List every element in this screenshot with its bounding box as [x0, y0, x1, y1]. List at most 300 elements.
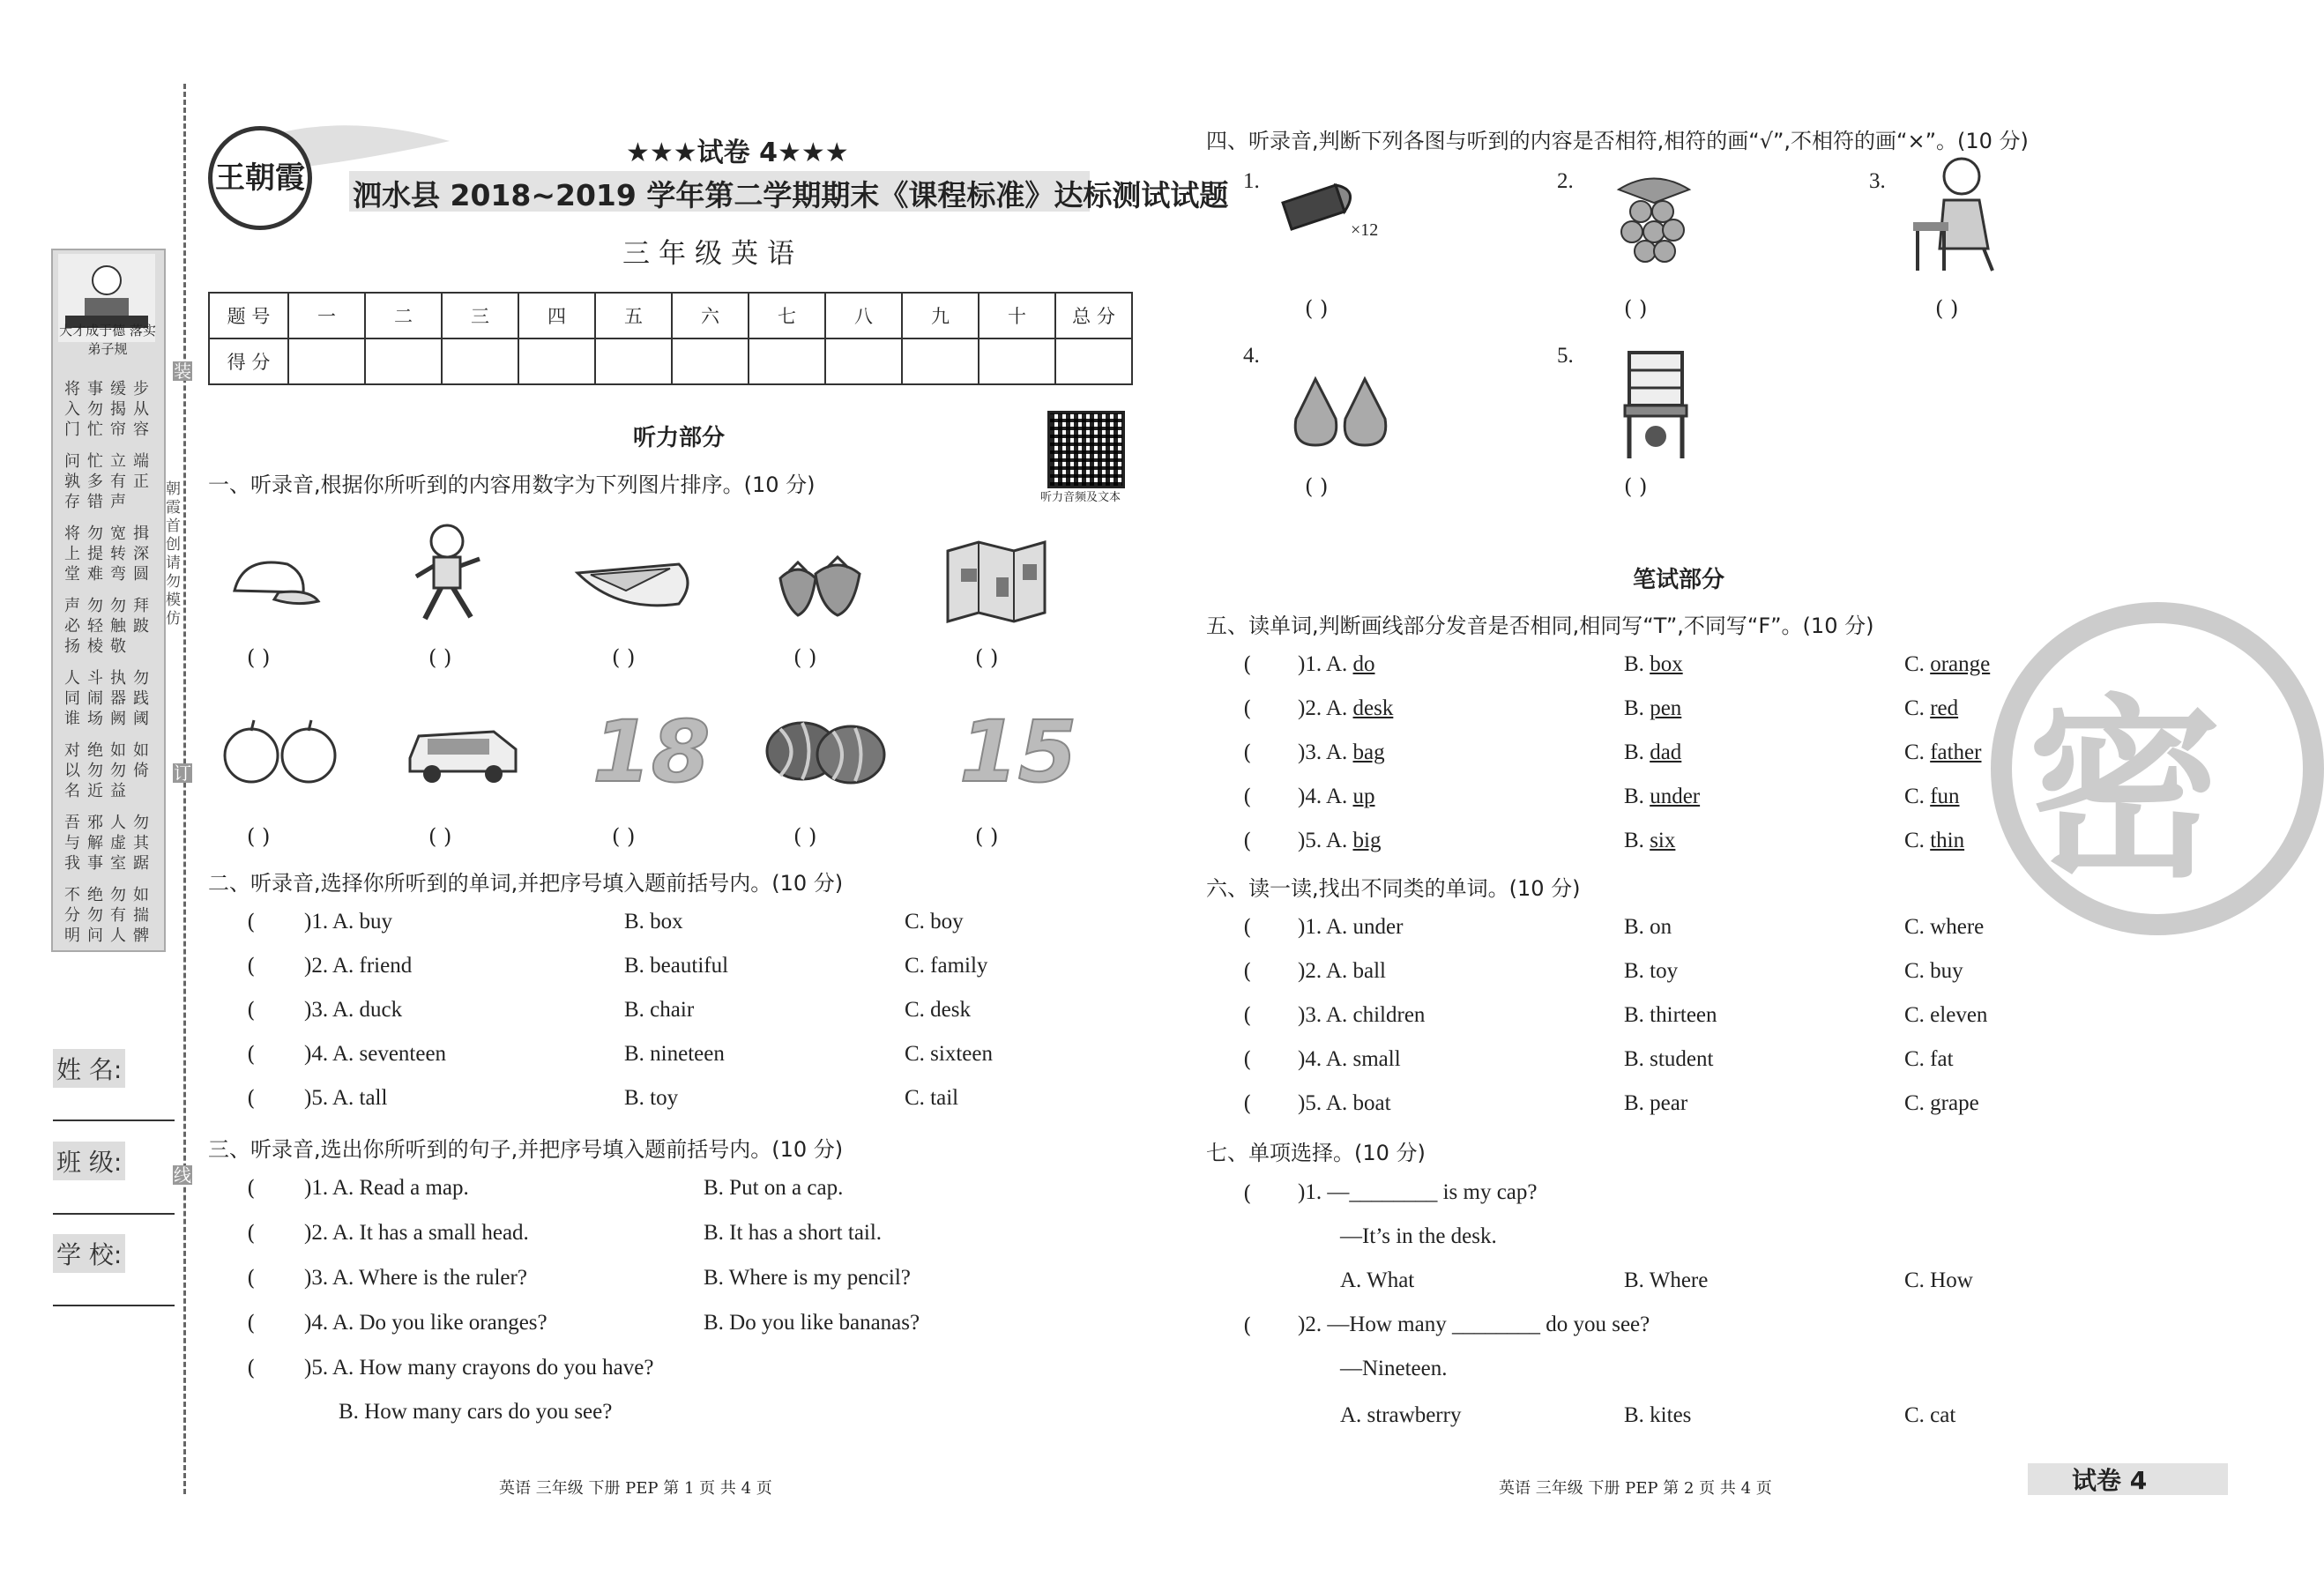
score-table-score-row: [209, 338, 1132, 384]
s6-answer-bracket[interactable]: (: [1243, 1091, 1252, 1116]
motto-char: 如: [133, 886, 149, 904]
exam-title: 泗水县 2018~2019 学年第二学期期末《课程标准》达标测试试题: [353, 178, 1229, 212]
s7-q2-answer: —Nineteen.: [1340, 1357, 1448, 1380]
name-label: 姓 名:: [53, 1049, 125, 1088]
s5-option-a-prefix: )4. A.: [1298, 785, 1353, 808]
s5-option-a: [1298, 829, 1381, 853]
name-field[interactable]: [53, 1120, 175, 1121]
s1-answer-bracket[interactable]: ( ): [247, 824, 271, 849]
s3-answer-bracket[interactable]: (: [247, 1176, 256, 1201]
score-header-cell: 二: [365, 293, 442, 338]
s6-option-c: C. grape: [1904, 1091, 1979, 1115]
s7-q2-option-b: B. kites: [1624, 1403, 1692, 1427]
school-field[interactable]: [53, 1305, 175, 1306]
s5-option-c-prefix: C.: [1904, 696, 1931, 720]
motto-char: 勿: [133, 669, 149, 688]
motto-char: 勿: [110, 597, 126, 615]
s5-option-c: [1904, 696, 1958, 721]
strawberries-icon: [776, 552, 864, 622]
s2-answer-bracket[interactable]: (: [247, 1042, 256, 1067]
motto-char: 踞: [133, 854, 149, 873]
score-cell[interactable]: [595, 338, 672, 384]
motto-char: 声: [110, 493, 126, 511]
s3-answer-bracket[interactable]: (: [247, 1266, 256, 1291]
s1-answer-bracket[interactable]: ( ): [612, 824, 636, 849]
s5-answer-bracket[interactable]: (: [1243, 696, 1252, 721]
s5-option-b-prefix: B.: [1624, 740, 1650, 764]
s2-answer-bracket[interactable]: (: [247, 1086, 256, 1111]
s1-answer-bracket[interactable]: ( ): [975, 824, 999, 849]
s5-option-a-word: up: [1352, 785, 1375, 808]
s5-option-b-word: box: [1650, 652, 1683, 676]
s1-answer-bracket[interactable]: ( ): [612, 645, 636, 670]
section-3-title: 三、听录音,选出你所听到的句子,并把序号填入题前括号内。(10 分): [208, 1137, 844, 1162]
motto-char: 有: [110, 472, 126, 491]
s7-q1-option-a: A. What: [1340, 1268, 1415, 1292]
svg-text:15: 15: [959, 703, 1077, 801]
motto-char: 践: [133, 689, 149, 708]
motto-char: 孰: [64, 472, 80, 491]
s5-option-b: [1624, 696, 1681, 721]
motto-char: 不: [64, 886, 80, 904]
secret-seal-char: 密: [2028, 678, 2223, 904]
cut-mark-zhuang: 装: [174, 361, 191, 382]
score-row-label: 得 分: [209, 338, 288, 384]
cut-mark-ding: 订: [174, 762, 191, 784]
motto-char: 弯: [110, 565, 126, 584]
motto-char: 与: [64, 834, 80, 852]
watermelons-icon: [763, 716, 886, 786]
section-7-title: 七、单项选择。(10 分): [1206, 1141, 1426, 1165]
s1-answer-bracket[interactable]: ( ): [428, 824, 452, 849]
motto-char: 立: [110, 452, 126, 471]
s6-answer-bracket[interactable]: (: [1243, 959, 1252, 984]
motto-char: 揭: [110, 400, 126, 419]
s3-answer-bracket[interactable]: (: [247, 1311, 256, 1335]
motto-char: 吾: [64, 814, 80, 832]
motto-char: 解: [87, 834, 103, 852]
motto-char: 器: [110, 689, 126, 708]
score-cell[interactable]: [979, 338, 1055, 384]
motto-char: 揣: [133, 906, 149, 925]
motto-char: 阈: [133, 710, 149, 728]
motto-char: 跛: [133, 617, 149, 636]
s5-option-a-prefix: )3. A.: [1298, 740, 1353, 764]
s5-option-b-word: six: [1650, 829, 1676, 852]
motto-char: 圆: [133, 565, 149, 584]
s5-answer-bracket[interactable]: (: [1243, 785, 1252, 809]
s7-q1-option-b: B. Where: [1624, 1268, 1709, 1292]
motto-char: 近: [87, 782, 103, 800]
motto-char: 轻: [87, 617, 103, 636]
car-icon: [406, 723, 520, 785]
motto-char: 拜: [133, 597, 149, 615]
motto-char: 髀: [133, 926, 149, 945]
motto-char: 多: [87, 472, 103, 491]
motto-char: 明: [64, 926, 80, 945]
motto-char: 绝: [87, 741, 103, 760]
motto-char: 忙: [87, 420, 103, 439]
s4-answer-bracket[interactable]: ( ): [1305, 296, 1329, 321]
motto-char: 揖: [133, 524, 149, 543]
s6-option-b: B. toy: [1624, 959, 1679, 983]
s5-option-a-word: big: [1352, 829, 1382, 852]
s5-option-a: [1298, 652, 1375, 677]
score-cell[interactable]: [902, 338, 979, 384]
s5-answer-bracket[interactable]: (: [1243, 740, 1252, 765]
s2-option-b: B. box: [624, 910, 683, 934]
s3-option-a: )3. A. Where is the ruler?: [304, 1266, 527, 1290]
motto-char: 将: [64, 380, 80, 398]
s2-answer-bracket[interactable]: (: [247, 910, 256, 934]
motto-char: 益: [110, 782, 126, 800]
score-header-cell: 三: [442, 293, 518, 338]
s5-answer-bracket[interactable]: (: [1243, 652, 1252, 677]
s2-option-c: C. desk: [905, 998, 971, 1022]
s3-option-b: B. Put on a cap.: [704, 1176, 844, 1200]
score-cell[interactable]: [365, 338, 442, 384]
s5-option-c-prefix: C.: [1904, 785, 1931, 808]
s1-answer-bracket[interactable]: ( ): [975, 645, 999, 670]
motto-char: 谁: [64, 710, 80, 728]
side-note: 朝霞首创 请勿模仿: [166, 480, 181, 628]
motto-char: 从: [133, 400, 149, 419]
motto-char: 同: [64, 689, 80, 708]
s2-option-a: )3. A. duck: [304, 998, 403, 1022]
motto-char: 事: [87, 854, 103, 873]
motto-char: 深: [133, 545, 149, 563]
motto-char: 忙: [87, 452, 103, 471]
motto-char: 转: [110, 545, 126, 563]
s5-option-b: [1624, 652, 1683, 677]
section-6-title: 六、读一读,找出不同类的单词。(10 分): [1206, 876, 1581, 901]
s5-option-a-prefix: )1. A.: [1298, 652, 1353, 676]
s5-option-c: [1904, 829, 1964, 853]
score-header-cell: 九: [902, 293, 979, 338]
s3-option-b: B. Where is my pencil?: [704, 1266, 911, 1290]
motto-char: 人: [64, 669, 80, 688]
score-cell[interactable]: [825, 338, 902, 384]
apples-icon: [220, 718, 344, 785]
motto-char: 步: [133, 380, 149, 398]
s5-option-b-prefix: B.: [1624, 696, 1650, 720]
motto-char: 缓: [110, 380, 126, 398]
score-cell[interactable]: [1055, 338, 1132, 384]
s4-answer-bracket[interactable]: ( ): [1624, 474, 1648, 499]
motto-char: 帘: [110, 420, 126, 439]
s5-option-c: [1904, 740, 1981, 765]
s5-option-c-prefix: C.: [1904, 652, 1931, 676]
s2-option-b: B. beautiful: [624, 954, 729, 978]
score-cell[interactable]: [672, 338, 749, 384]
score-cell[interactable]: [749, 338, 825, 384]
motto-char: 勿: [87, 524, 103, 543]
score-header-cell: 四: [518, 293, 595, 338]
motto-char: 堂: [64, 565, 80, 584]
s7-q1-answer: —It’s in the desk.: [1340, 1224, 1497, 1248]
motto-char: 将: [64, 524, 80, 543]
s5-option-a: [1298, 785, 1375, 809]
s5-option-c-word: father: [1930, 740, 1982, 764]
motto-char: 倚: [133, 762, 149, 780]
s4-quantity: ×12: [1351, 220, 1379, 240]
motto-char: 名: [64, 782, 80, 800]
running-boy-icon: [407, 522, 487, 628]
motto-char: 事: [87, 380, 103, 398]
s5-option-a: [1298, 740, 1385, 765]
motto-char: 难: [87, 565, 103, 584]
footer-left: 英语 三年级 下册 PEP 第 1 页 共 4 页: [499, 1479, 772, 1498]
motto-char: 分: [64, 906, 80, 925]
s4-item-5-number: 5.: [1557, 344, 1574, 368]
s5-option-b-word: under: [1650, 785, 1701, 808]
motto-char: 绝: [87, 886, 103, 904]
s1-answer-bracket[interactable]: ( ): [428, 645, 452, 670]
s5-option-c-word: fun: [1930, 785, 1960, 808]
section-1-title: 一、听录音,根据你所听到的内容用数字为下列图片排序。(10 分): [208, 472, 816, 497]
score-header-cell: 八: [825, 293, 902, 338]
motto-char: 虚: [110, 834, 126, 852]
score-cell[interactable]: [288, 338, 365, 384]
score-header-label: 题 号: [209, 293, 288, 338]
footer-right: 英语 三年级 下册 PEP 第 2 页 共 4 页: [1499, 1479, 1772, 1498]
score-cell[interactable]: [518, 338, 595, 384]
paper-tag: ★★★试卷 4★★★: [626, 138, 849, 168]
motto-char: 门: [64, 420, 80, 439]
s2-option-c: C. sixteen: [905, 1042, 993, 1066]
motto-slogan: 大才成于德 落实弟子规: [59, 323, 156, 357]
brand-logo: 王朝霞: [208, 126, 312, 230]
s2-option-b: B. chair: [624, 998, 695, 1022]
motto-char: 勿: [110, 762, 126, 780]
s4-answer-bracket[interactable]: ( ): [1305, 474, 1329, 499]
s5-option-c: [1904, 652, 1990, 677]
s1-answer-bracket[interactable]: ( ): [247, 645, 271, 670]
motto-char: 有: [110, 906, 126, 925]
motto-char: 勿: [87, 400, 103, 419]
chair-icon: [1620, 348, 1691, 463]
s3-option-a: )5. A. How many crayons do you have?: [304, 1356, 654, 1380]
motto-char: 入: [64, 400, 80, 419]
motto-char: 棱: [87, 637, 103, 656]
s5-option-b-word: pen: [1650, 696, 1682, 720]
motto-char: 阙: [110, 710, 126, 728]
s6-option-b: B. on: [1624, 915, 1672, 939]
score-header-total: 总 分: [1055, 293, 1132, 338]
motto-char: 勿: [87, 762, 103, 780]
s6-option-c: C. eleven: [1904, 1003, 1988, 1027]
s5-option-b-prefix: B.: [1624, 652, 1650, 676]
s6-option-b: B. pear: [1624, 1091, 1688, 1115]
s5-option-c-prefix: C.: [1904, 829, 1931, 852]
motto-char: 问: [64, 452, 80, 471]
s5-option-c-word: orange: [1930, 652, 1991, 676]
s5-option-b-prefix: B.: [1624, 785, 1650, 808]
s3-option-a: )1. A. Read a map.: [304, 1176, 469, 1200]
s5-option-c-word: red: [1930, 696, 1959, 720]
s2-option-a: )5. A. tall: [304, 1086, 388, 1110]
s5-option-c-prefix: C.: [1904, 740, 1931, 764]
s3-answer-bracket[interactable]: (: [247, 1221, 256, 1246]
motto-char: 我: [64, 854, 80, 873]
s6-option-c: C. where: [1904, 915, 1985, 939]
motto-char: 人: [110, 926, 126, 945]
motto-char: 对: [64, 741, 80, 760]
motto-char: 端: [133, 452, 149, 471]
s5-option-b-word: dad: [1650, 740, 1682, 764]
s2-option-a: )1. A. buy: [304, 910, 392, 934]
s2-option-c: C. family: [905, 954, 988, 978]
s4-item-4-number: 4.: [1243, 344, 1260, 368]
motto-char: 执: [110, 669, 126, 688]
motto-char: 问: [87, 926, 103, 945]
s7-q2-option-a: A. strawberry: [1340, 1403, 1462, 1427]
motto-char: 场: [87, 710, 103, 728]
motto-char: 勿: [87, 906, 103, 925]
motto-char: 勿: [110, 886, 126, 904]
motto-char: 容: [133, 420, 149, 439]
s1-answer-bracket[interactable]: ( ): [793, 824, 817, 849]
s3-option-b: B. How many cars do you see?: [339, 1400, 613, 1424]
s3-option-b: B. Do you like bananas?: [704, 1311, 920, 1335]
score-header-cell: 七: [749, 293, 825, 338]
s2-option-a: )4. A. seventeen: [304, 1042, 447, 1066]
s7-q1-option-c: C. How: [1904, 1268, 1973, 1292]
s6-option-c: C. buy: [1904, 959, 1963, 983]
number-18-icon: [592, 703, 711, 801]
qr-code-icon[interactable]: [1047, 411, 1125, 488]
section-4-title: 四、听录音,判断下列各图与听到的内容是否相符,相符的画“√”,不相符的画“×”。(10 分): [1206, 129, 2029, 153]
motto-char: 上: [64, 545, 80, 563]
s5-option-a-word: desk: [1352, 696, 1394, 720]
s4-item-2-number: 2.: [1557, 169, 1574, 193]
school-label: 学 校:: [53, 1234, 125, 1273]
score-header-cell: 十: [979, 293, 1055, 338]
s3-option-b: B. It has a short tail.: [704, 1221, 883, 1245]
score-table-header-row: [209, 293, 1132, 338]
motto-char: 勿: [87, 597, 103, 615]
boat-icon: [573, 555, 696, 617]
s3-answer-bracket[interactable]: (: [247, 1356, 256, 1380]
s5-option-a: [1298, 696, 1393, 721]
motto-char: 其: [133, 834, 149, 852]
class-label: 班 级:: [53, 1142, 125, 1180]
s5-option-b: [1624, 740, 1681, 765]
qr-caption: 听力音频及文本: [1040, 491, 1121, 504]
s4-item-1-number: 1.: [1243, 169, 1260, 193]
s2-answer-bracket[interactable]: (: [247, 998, 256, 1023]
s2-option-a: )2. A. friend: [304, 954, 413, 978]
s7-q2-stem: )2. —How many ________ do you see?: [1298, 1313, 1650, 1336]
motto-char: 邪: [87, 814, 103, 832]
s5-option-a-word: bag: [1352, 740, 1385, 764]
motto-char: 宽: [110, 524, 126, 543]
s7-q2-option-c: C. cat: [1904, 1403, 1956, 1427]
motto-char: 错: [87, 493, 103, 511]
motto-char: 正: [133, 472, 149, 491]
motto-char: 触: [110, 617, 126, 636]
motto-char: 声: [64, 597, 80, 615]
s2-option-c: C. boy: [905, 910, 964, 934]
pears-icon: [1287, 370, 1393, 450]
s6-option-a: )5. A. boat: [1298, 1091, 1391, 1115]
s7-q1-bracket[interactable]: (: [1243, 1181, 1252, 1206]
section-5-title: 五、读单词,判断画线部分发音是否相同,相同写“T”,不同写“F”。(10 分): [1206, 614, 1874, 638]
s5-option-c-word: thin: [1930, 829, 1965, 852]
s5-option-a-prefix: )2. A.: [1298, 696, 1353, 720]
score-cell[interactable]: [442, 338, 518, 384]
motto-char: 斗: [87, 669, 103, 688]
number-15-icon: [959, 703, 1077, 801]
footer-tag: 试卷 4: [2072, 1466, 2148, 1495]
s6-answer-bracket[interactable]: (: [1243, 915, 1252, 940]
motto-char: 以: [64, 762, 80, 780]
class-field[interactable]: [53, 1213, 175, 1215]
s1-answer-bracket[interactable]: ( ): [793, 645, 817, 670]
motto-char: 如: [133, 741, 149, 760]
s6-option-c: C. fat: [1904, 1047, 1954, 1071]
motto-char: 勿: [133, 814, 149, 832]
motto-char: 如: [110, 741, 126, 760]
motto-char: 扬: [64, 637, 80, 656]
cap-icon: [226, 555, 323, 617]
score-header-cell: 五: [595, 293, 672, 338]
s3-option-a: )4. A. Do you like oranges?: [304, 1311, 547, 1335]
s5-option-b: [1624, 785, 1700, 809]
s6-option-b: B. thirteen: [1624, 1003, 1717, 1027]
s7-q2-bracket[interactable]: (: [1243, 1313, 1252, 1338]
s5-option-b: [1624, 829, 1675, 853]
section-2-title: 二、听录音,选择你所听到的单词,并把序号填入题前括号内。(10 分): [208, 871, 844, 896]
s2-option-b: B. nineteen: [624, 1042, 725, 1066]
score-table: [208, 292, 1133, 385]
girl-on-chair-icon: [1909, 152, 2006, 275]
s5-option-a-word: do: [1352, 652, 1375, 676]
s6-option-a: )3. A. children: [1298, 1003, 1426, 1027]
s4-item-3-number: 3.: [1869, 169, 1886, 193]
motto-char: 存: [64, 493, 80, 511]
motto-char: 人: [110, 814, 126, 832]
listening-heading: 听力部分: [633, 425, 726, 451]
s6-option-a: )2. A. ball: [1298, 959, 1386, 983]
s5-answer-bracket[interactable]: (: [1243, 829, 1252, 853]
s2-answer-bracket[interactable]: (: [247, 954, 256, 978]
s7-q1-stem: )1. —________ is my cap?: [1298, 1180, 1538, 1204]
s5-option-c: [1904, 785, 1960, 809]
binding-cut-line: [183, 84, 186, 1494]
svg-text:18: 18: [592, 703, 711, 801]
s4-answer-bracket[interactable]: ( ): [1624, 296, 1648, 321]
map-icon: [943, 538, 1049, 626]
s6-answer-bracket[interactable]: (: [1243, 1047, 1252, 1072]
motto-char: 必: [64, 617, 80, 636]
s4-answer-bracket[interactable]: ( ): [1935, 296, 1959, 321]
s2-option-b: B. toy: [624, 1086, 679, 1110]
s5-option-b-prefix: B.: [1624, 829, 1650, 852]
motto-char: 敬: [110, 637, 126, 656]
grapes-icon: [1610, 172, 1698, 269]
cut-mark-xian: 线: [174, 1164, 191, 1186]
s6-answer-bracket[interactable]: (: [1243, 1003, 1252, 1028]
motto-char: 闹: [87, 689, 103, 708]
score-header-cell: 六: [672, 293, 749, 338]
s6-option-a: )4. A. small: [1298, 1047, 1401, 1071]
s6-option-b: B. student: [1624, 1047, 1714, 1071]
s2-option-c: C. tail: [905, 1086, 959, 1110]
s5-option-a-prefix: )5. A.: [1298, 829, 1353, 852]
written-heading: 笔试部分: [1633, 567, 1725, 593]
motto-char: 提: [87, 545, 103, 563]
